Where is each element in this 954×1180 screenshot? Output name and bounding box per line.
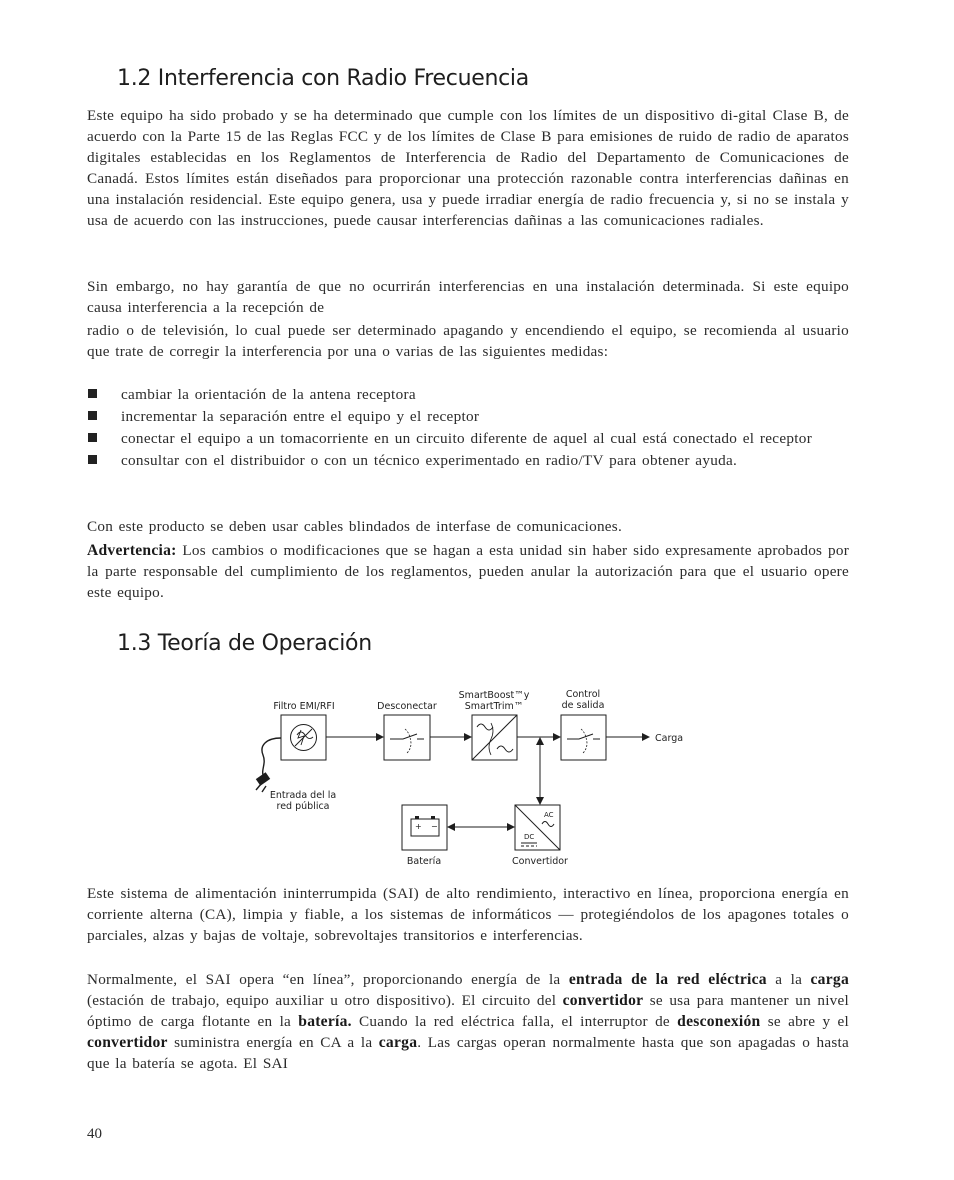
list-item bbox=[87, 406, 849, 427]
warning-label: Advertencia: bbox=[87, 542, 177, 559]
keyword-battery: batería. bbox=[298, 1013, 352, 1030]
smart-label-1: SmartBoost™y bbox=[458, 690, 530, 701]
keyword-converter: convertidor bbox=[562, 992, 644, 1009]
list-item-text: consultar con el distribuidor o con un técnico experimentado en radio/TV para obtener ayuda. bbox=[121, 452, 738, 469]
converter-block bbox=[515, 805, 560, 850]
theory-text: (estación de trabajo, equipo auxiliar u otro dispositivo). El circuito del bbox=[87, 992, 563, 1009]
filter-block bbox=[281, 715, 326, 760]
warning-text: Los cambios o modificaciones que se hagan a esta unidad sin haber sido expresamente aprobados por la parte responsable del cumplimiento de los reglamentos, pueden anular la autorización para que el usuario opere este equipo. bbox=[87, 542, 849, 601]
theory-text: . Las cargas operan normalmente hasta que son apagadas o hasta que la batería se agota. El SAI bbox=[87, 1034, 849, 1072]
ac-label: AC bbox=[544, 811, 554, 819]
theory-text: se usa para mantener un nivel óptimo de carga flotante en la bbox=[87, 992, 849, 1030]
smart-label-2: SmartTrim™ bbox=[464, 701, 524, 712]
disconnect-label: Desconectar bbox=[377, 701, 437, 712]
keyword-load: carga bbox=[810, 971, 849, 988]
rf-paragraph-2b: radio o de televisión, lo cual puede ser determinado apagando y encendiendo el equipo, se recomienda al usuario que trate de corregir la interferencia por una o varias de las siguientes medidas: bbox=[87, 322, 849, 360]
theory-paragraph-1: Este sistema de alimentación ininterrumpida (SAI) de alto rendimiento, interactivo en línea, proporciona energía en corriente alterna (CA), limpia y fiable, a los sistemas de informáticos — protegiéndolos de los apagones totales o parciales, alzas y bajas de voltaje, sobrevoltajes transitorios e interferencias. bbox=[87, 885, 849, 944]
rf-paragraph-1: Este equipo ha sido probado y se ha determinado que cumple con los límites de un dispositivo di-gital Clase B, de acuerdo con la Parte 15 de las Reglas FCC y de los límites de Clase B para emisiones de ruido de radio de aparatos digitales establecidas en los Reglamentos de Interferencia de Radio del Departamento de Comunicaciones de Canadá. Estos límites están diseñados para proporcionar una protección razonable contra interferencias dañinas en una instalación residencial. Este equipo genera, usa y puede irradiar energía de radio frecuencia y, si no se instala y usa de acuerdo con las instrucciones, puede causar interferencias dañinas a las comunicaciones radiales. bbox=[87, 107, 849, 229]
ups-block-diagram bbox=[245, 683, 705, 873]
theory-paragraph-2 bbox=[87, 969, 849, 1074]
load-label: Carga bbox=[655, 733, 684, 744]
section-heading-rf-interference: 1.2 Interferencia con Radio Frecuencia bbox=[117, 66, 529, 91]
keyword-load: carga bbox=[378, 1034, 418, 1051]
list-item-text: incrementar la separación entre el equipo y el receptor bbox=[121, 408, 480, 425]
input-label-1: Entrada del la bbox=[269, 790, 337, 801]
square-bullet-icon bbox=[88, 389, 97, 398]
list-item-text: conectar el equipo a un tomacorriente en un circuito diferente de aquel al cual está conectado el receptor bbox=[121, 430, 813, 447]
filter-label: Filtro EMI/RFI bbox=[273, 701, 335, 712]
battery-block bbox=[402, 805, 447, 850]
battery-label: Batería bbox=[406, 856, 442, 867]
square-bullet-icon bbox=[88, 455, 97, 464]
theory-text: a la bbox=[766, 971, 811, 988]
battery-plus-icon: + bbox=[415, 822, 422, 831]
theory-text: se abre y el bbox=[760, 1013, 849, 1030]
list-item-text: cambiar la orientación de la antena receptora bbox=[121, 386, 416, 403]
keyword-converter: convertidor bbox=[87, 1034, 168, 1051]
keyword-disconnect: desconexión bbox=[677, 1013, 761, 1030]
input-label-2: red pública bbox=[276, 801, 330, 812]
page-number: 40 bbox=[87, 1126, 102, 1142]
list-item bbox=[87, 428, 849, 449]
warning-paragraph bbox=[87, 540, 849, 603]
section-heading-theory: 1.3 Teoría de Operación bbox=[117, 631, 372, 656]
cables-note: Con este producto se deben usar cables blindados de interfase de comunicaciones. bbox=[87, 518, 622, 535]
square-bullet-icon bbox=[88, 433, 97, 442]
control-label-1: Control bbox=[565, 689, 601, 700]
converter-label: Convertidor bbox=[512, 856, 568, 867]
theory-text: suministra energía en CA a la bbox=[167, 1034, 379, 1051]
dc-label: DC bbox=[524, 833, 535, 841]
control-label-2: de salida bbox=[561, 700, 605, 711]
theory-text: Cuando la red eléctrica falla, el interruptor de bbox=[351, 1013, 678, 1030]
battery-minus-icon: − bbox=[431, 822, 438, 831]
power-plug-icon bbox=[256, 738, 281, 792]
rf-paragraph-2a: Sin embargo, no hay garantía de que no ocurrirán interferencias en una instalación determinada. Si este equipo causa interferencia a la recepción de bbox=[87, 278, 849, 316]
theory-text: Normalmente, el SAI opera “en línea”, proporcionando energía de la bbox=[87, 971, 569, 988]
list-item bbox=[87, 450, 849, 471]
square-bullet-icon bbox=[88, 411, 97, 420]
list-item bbox=[87, 384, 849, 405]
output-control-block bbox=[561, 715, 606, 760]
remedy-list bbox=[87, 384, 849, 471]
keyword-mains-input: entrada de la red eléctrica bbox=[568, 971, 767, 988]
disconnect-block bbox=[384, 715, 430, 760]
smartboost-block bbox=[472, 715, 517, 760]
